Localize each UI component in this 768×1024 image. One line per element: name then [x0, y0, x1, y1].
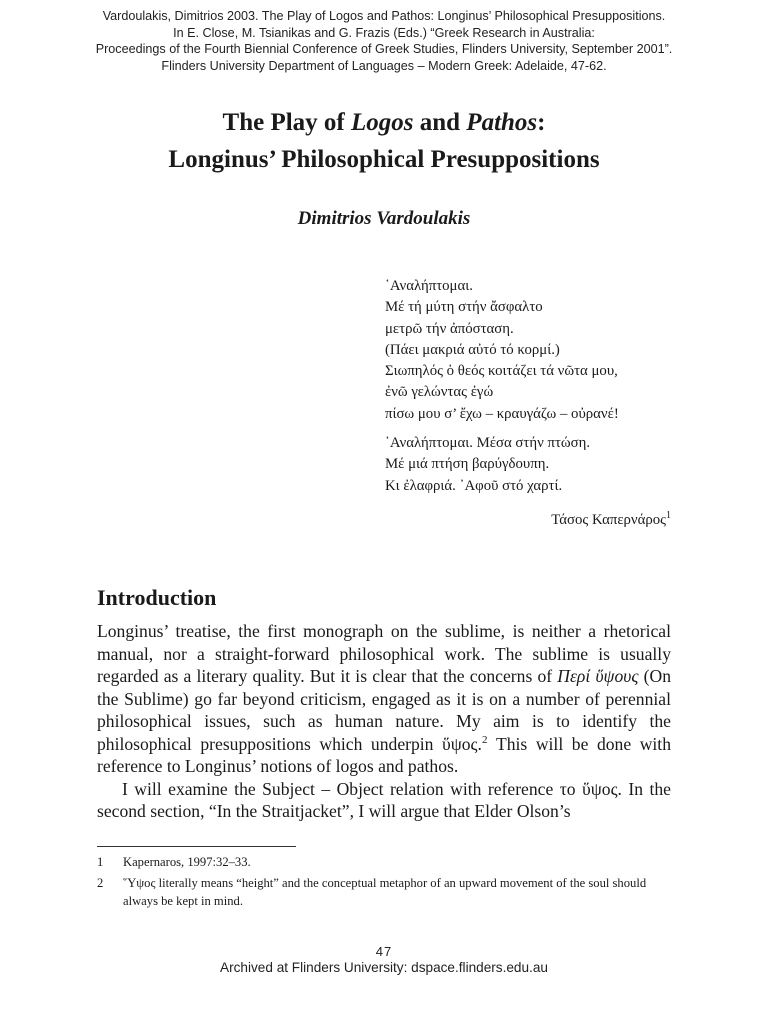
- footnote-text: ῞Υψος literally means “height” and the conceptual metaphor of an upward movement of the soul should always be kept in mind.: [123, 876, 647, 908]
- poem-line: (Πάει μακριά αὐτό τό κορμί.): [385, 341, 560, 358]
- title-text: and: [413, 109, 467, 136]
- poem-attribution: [400, 512, 671, 529]
- poem-author: Τάσος Καπερνάρος: [551, 512, 666, 528]
- footnote-number: 2: [97, 876, 104, 890]
- footnote-number: 1: [97, 855, 104, 869]
- footnote-divider: [97, 846, 296, 847]
- citation-line: Vardoulakis, Dimitrios 2003. The Play of Logos and Pathos: Longinus’ Philosophical Presuppositions.: [102, 9, 666, 23]
- title-emphasis-logos: Logos: [350, 109, 414, 136]
- poem-line: μετρῶ τήν ἀπόσταση.: [385, 320, 514, 337]
- poem-line: Μέ τή μύτη στήν ἄσφαλτο: [385, 299, 543, 316]
- poem-line: ῾Αναλήπτομαι. Μέσα στήν πτώση.: [385, 435, 591, 452]
- citation-line: Proceedings of the Fourth Biennial Conference of Greek Studies, Flinders University, September 2001”.: [95, 42, 673, 57]
- poem-stanza: [385, 433, 685, 497]
- footnote: [97, 874, 672, 910]
- footnote-ref-1[interactable]: 1: [666, 510, 671, 522]
- title-emphasis-pathos: Pathos: [466, 109, 538, 136]
- poem-line: Σιωπηλός ὁ θεός κοιτάζει τά νῶτα μου,: [385, 363, 618, 380]
- citation-line: In E. Close, M. Tsianikas and G. Frazis (Eds.) “Greek Research in Australia:: [173, 25, 595, 40]
- author-name: Dimitrios Vardoulakis: [297, 208, 471, 229]
- section-heading: Introduction: [97, 585, 217, 610]
- body-text: [97, 620, 671, 823]
- paragraph: [97, 620, 671, 778]
- title-line-2: Longinus’ Philosophical Presuppositions: [168, 146, 600, 173]
- poem-line: Μέ μιά πτήση βαρύγδουπη.: [385, 456, 550, 473]
- footnote: [97, 853, 672, 871]
- paper-title: [0, 104, 768, 178]
- page-number: 47: [375, 944, 393, 959]
- poem-line: πίσω μου σ’ ἔχω – κραυγάζω – οὐρανέ!: [385, 405, 619, 422]
- poem-line: Κι ἐλαφριά. ᾿Αφοῦ στό χαρτί.: [385, 477, 563, 494]
- title-text: The Play of: [222, 109, 351, 136]
- citation-header: [0, 8, 768, 74]
- paragraph: I will examine the Subject – Object relation with reference το ὕψος. In the second section, “In the Straitjacket”, I will argue that Elder Olson’s: [97, 778, 671, 821]
- epigraph-poem: [385, 276, 685, 505]
- poem-line: ῾Αναλήπτομαι.: [385, 278, 473, 294]
- work-title-greek: Περί ὕψους: [557, 666, 639, 686]
- footnote-text: Kapernaros, 1997:32–33.: [123, 855, 251, 869]
- footnote-ref-2[interactable]: 2: [481, 733, 488, 746]
- footnotes: [97, 853, 672, 913]
- paragraph-text: Longinus’ treatise, the first monograph on the sublime, is neither a rhetorical manual, nor a straight-forward philosophical work. The sublime is usually regarded as a literary quality. But it is clear that the concerns of: [97, 621, 671, 686]
- paragraph-text: This will be done with reference to Longinus’ notions of logos and pathos.: [97, 733, 671, 776]
- poem-line: ἐνῶ γελώντας ἐγώ: [385, 384, 494, 401]
- title-text: :: [537, 109, 546, 136]
- poem-stanza: [385, 276, 685, 425]
- title-line-1: [0, 104, 768, 141]
- paragraph-text: (On the Sublime) go far beyond criticism, engaged as it is on a number of perennial philosophical issues, such as human nature. My aim is to identify the philosophical presuppositions which underpin ὕψος.: [97, 666, 671, 754]
- archive-note: Archived at Flinders University: dspace.flinders.edu.au: [220, 960, 548, 975]
- citation-line: Flinders University Department of Languages – Modern Greek: Adelaide, 47-62.: [161, 58, 607, 73]
